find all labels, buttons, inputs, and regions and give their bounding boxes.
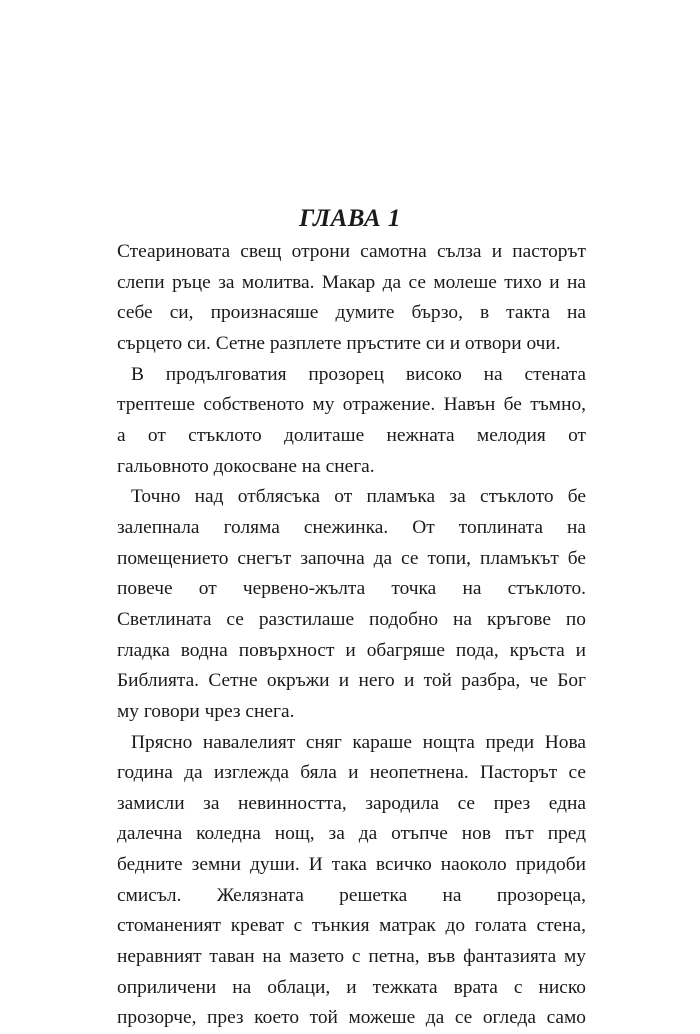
paragraph-3 bbox=[117, 482, 586, 727]
paragraph-4 bbox=[117, 728, 586, 1034]
text-line: гальовното докосване на снега. bbox=[117, 452, 586, 483]
text-line: далечна коледна нощ, за да отъпче нов път пред bbox=[117, 819, 586, 850]
paragraph-1 bbox=[117, 237, 586, 360]
text-line: стоманеният креват с тънкия матрак до голата стена, bbox=[117, 911, 586, 942]
text-line: Точно над отблясъка от пламъка за стъклото бе bbox=[117, 482, 586, 513]
text-line: Стеариновата свещ отрони самотна сълза и пасторът bbox=[117, 237, 586, 268]
text-line: залепнала голяма снежинка. От топлината на bbox=[117, 513, 586, 544]
text-line: гладка водна повърхност и обагряше пода, кръста и bbox=[117, 636, 586, 667]
text-line: слепи ръце за молитва. Макар да се молеше тихо и на bbox=[117, 268, 586, 299]
text-line: му говори чрез снега. bbox=[117, 697, 586, 728]
text-line: Светлината се разстилаше подобно на кръгове по bbox=[117, 605, 586, 636]
text-line: оприличени на облаци, и тежката врата с ниско bbox=[117, 973, 586, 1004]
text-line: В продълговатия прозорец високо на стената bbox=[117, 360, 586, 391]
text-line: прозорче, през което той можеше да се огледа само bbox=[117, 1003, 586, 1034]
chapter-title: ГЛАВА 1 bbox=[0, 204, 700, 234]
text-line: трептеше собственото му отражение. Навън бе тъмно, bbox=[117, 390, 586, 421]
text-line: Прясно навалелият сняг караше нощта преди Нова bbox=[117, 728, 586, 759]
text-line: Библията. Сетне окръжи и него и той разбра, че Бог bbox=[117, 666, 586, 697]
text-line: повече от червено-жълта точка на стъклото. bbox=[117, 574, 586, 605]
text-line: замисли за невинността, зародила се през една bbox=[117, 789, 586, 820]
body-text bbox=[117, 237, 586, 1034]
text-line: себе си, произнасяше думите бързо, в такта на bbox=[117, 298, 586, 329]
text-line: неравният таван на мазето с петна, във фантазията му bbox=[117, 942, 586, 973]
text-line: помещението снегът започна да се топи, пламъкът бе bbox=[117, 544, 586, 575]
text-line: бедните земни души. И така всичко наоколо придоби bbox=[117, 850, 586, 881]
text-line: а от стъклото долиташе нежната мелодия от bbox=[117, 421, 586, 452]
text-line: смисъл. Желязната решетка на прозореца, bbox=[117, 881, 586, 912]
text-line: година да изглежда бяла и неопетнена. Пасторът се bbox=[117, 758, 586, 789]
text-line: сърцето си. Сетне разплете пръстите си и отвори очи. bbox=[117, 329, 586, 360]
paragraph-2 bbox=[117, 360, 586, 483]
